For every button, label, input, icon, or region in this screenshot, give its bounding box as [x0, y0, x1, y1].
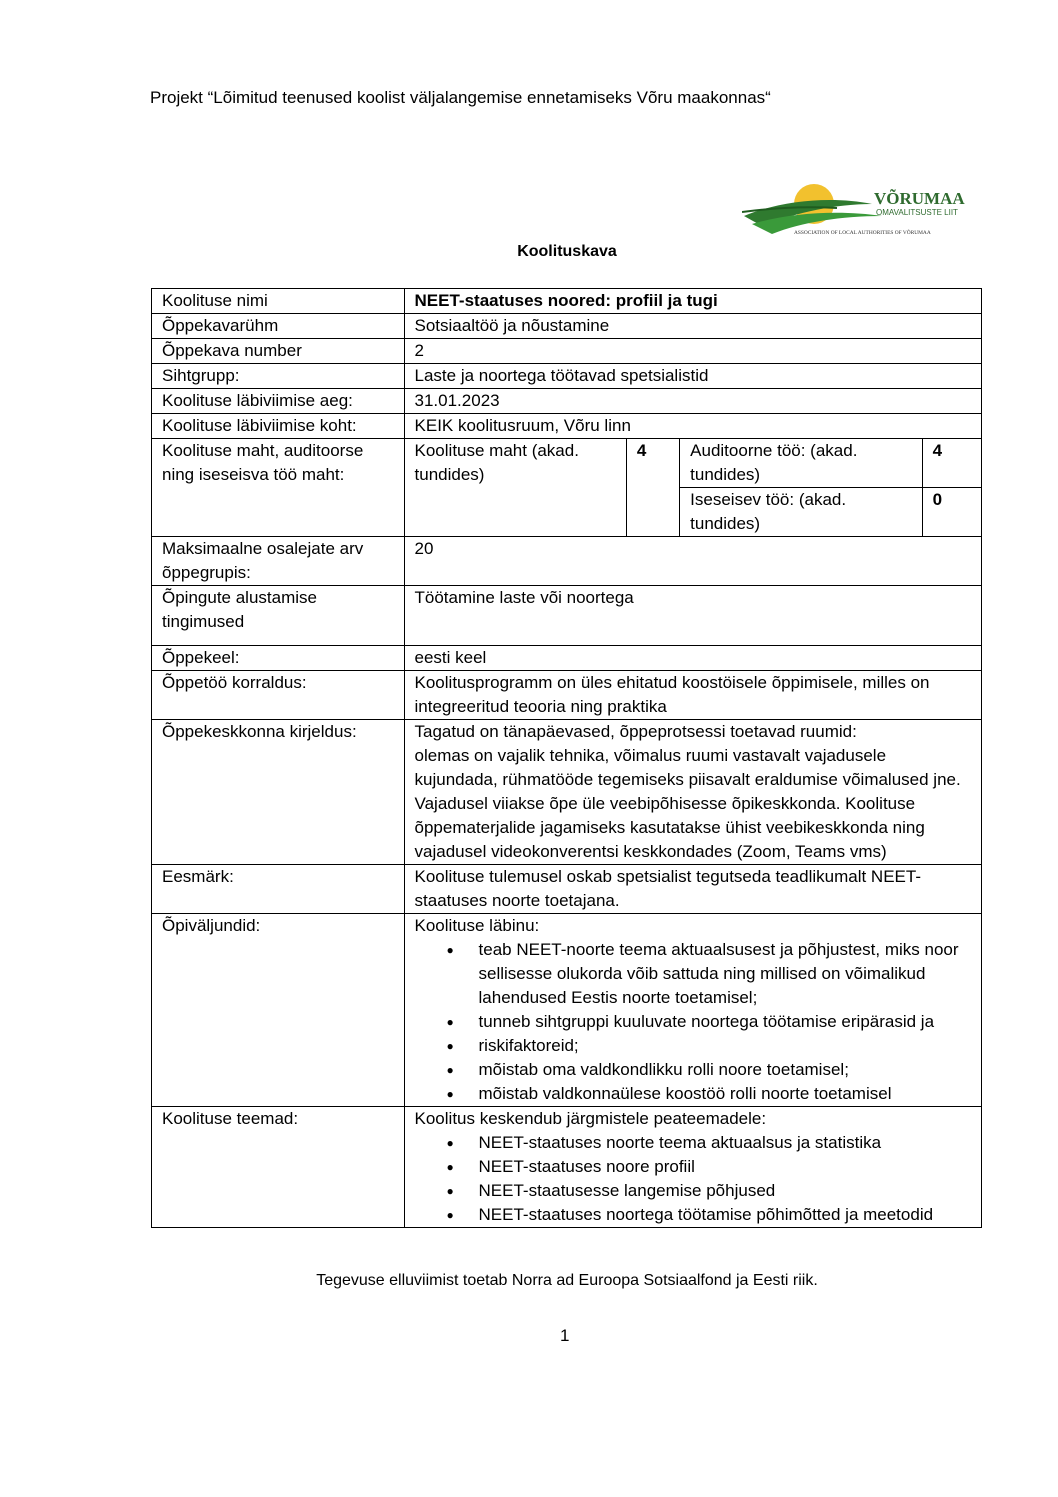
- row-label: Maksimaalne osalejate arv õppegrupis:: [152, 537, 405, 586]
- list-item: ● NEET-staatusesse langemise põhjused: [479, 1179, 971, 1203]
- row-value: NEET-staatuses noored: profiil ja tugi: [404, 289, 981, 314]
- row-label: Õppekeel:: [152, 646, 405, 671]
- environment-line-1: Tagatud on tänapäevased, õppeprotsessi toetavad ruumid:: [414, 722, 857, 741]
- list-item: ● riskifaktoreid;: [479, 1034, 971, 1058]
- document-title: Koolituskava: [517, 243, 617, 260]
- table-row: [152, 289, 982, 314]
- row-value: KEIK koolitusruum, Võru linn: [404, 414, 981, 439]
- table-row: [152, 439, 982, 488]
- table-row: [152, 671, 982, 720]
- list-item: ● NEET-staatuses noortega töötamise põhimõtted ja meetodid: [479, 1203, 971, 1227]
- table-row: [152, 537, 982, 586]
- row-value: Laste ja noortega töötavad spetsialistid: [404, 364, 981, 389]
- environment-line-2: olemas on vajalik tehnika, võimalus ruumi vastavalt vajadusele kujundada, rühmatööde tegemiseks piisavalt eraldumise võimalused jne. Vajadusel viiakse õpe üle veebipõhisesse õpikeskkonda. Koolituse õppematerjalide jagamiseks kasutatakse ühist veebikeskkonda ning vajadusel videokonverentsi keskkondades (Zoom, Teams vms): [414, 746, 961, 861]
- row-label: Õppekava number: [152, 339, 405, 364]
- row-label: Õpiväljundid:: [152, 914, 405, 1107]
- auditory-work-label: Auditoorne töö: (akad. tundides): [680, 439, 922, 488]
- row-label: Sihtgrupp:: [152, 364, 405, 389]
- row-value: eesti keel: [404, 646, 981, 671]
- table-row: [152, 314, 982, 339]
- row-label: Koolituse maht, auditoorse ning iseseisva töö maht:: [152, 439, 405, 537]
- list-item: ● tunneb sihtgruppi kuuluvate noortega töötamise eripärasid ja: [479, 1010, 971, 1034]
- independent-work-value: 0: [922, 488, 981, 537]
- list-item: ● teab NEET-noorte teema aktuaalsusest ja põhjustest, miks noor sellisesse olukorda võib sattuda ning millised on võimalikud lahendused Eestis noorte toetamisel;: [479, 938, 971, 1010]
- curriculum-table: [151, 288, 982, 1228]
- row-value: 31.01.2023: [404, 389, 981, 414]
- table-row: [152, 914, 982, 1107]
- project-header: Projekt “Lõimitud teenused koolist väljalangemise ennetamiseks Võru maakonnas“: [150, 88, 771, 107]
- table-row: [152, 720, 982, 865]
- page-number: 1: [560, 1326, 570, 1345]
- outcomes-intro: Koolituse läbinu:: [414, 916, 540, 935]
- outcomes-list: [415, 938, 971, 1106]
- list-item: ● mõistab valdkonnaülese koostöö rolli noorte toetamisel: [479, 1082, 971, 1106]
- row-value: Töötamine laste või noortega: [404, 586, 981, 646]
- total-volume-value: 4: [626, 439, 679, 537]
- topics-list: [415, 1131, 971, 1227]
- table-row: [152, 865, 982, 914]
- row-value: 2: [404, 339, 981, 364]
- funding-footer: Tegevuse elluviimist toetab Norra ad Euroopa Sotsiaalfond ja Eesti riik.: [316, 1272, 818, 1289]
- row-label: Koolituse läbiviimise koht:: [152, 414, 405, 439]
- table-row: [152, 339, 982, 364]
- vorumaa-logo: [742, 182, 982, 240]
- row-label: Koolituse läbiviimise aeg:: [152, 389, 405, 414]
- row-label: Koolituse teemad:: [152, 1107, 405, 1228]
- row-value: 20: [404, 537, 981, 586]
- logo-tagline: ASSOCIATION OF LOCAL AUTHORITIES OF VÕRUMAA: [794, 230, 931, 236]
- list-item: ● NEET-staatuses noore profiil: [479, 1155, 971, 1179]
- row-label: Õppekavarühm: [152, 314, 405, 339]
- row-value: Sotsiaaltöö ja nõustamine: [404, 314, 981, 339]
- row-label: Õppetöö korraldus:: [152, 671, 405, 720]
- table-row: [152, 389, 982, 414]
- total-volume-label: Koolituse maht (akad. tundides): [404, 439, 626, 537]
- logo-subtitle: OMAVALITSUSTE LIIT: [876, 208, 958, 217]
- auditory-work-value: 4: [922, 439, 981, 488]
- row-label: Koolituse nimi: [152, 289, 405, 314]
- row-value: [404, 1107, 981, 1228]
- table-row: [152, 586, 982, 646]
- topics-intro: Koolitus keskendub järgmistele peateemadele:: [414, 1109, 767, 1128]
- row-value: Koolitusprogramm on üles ehitatud koostöisele õppimisele, milles on integreeritud teooria ning praktika: [404, 671, 981, 720]
- table-row: [152, 646, 982, 671]
- independent-work-label: Iseseisev töö: (akad. tundides): [680, 488, 922, 537]
- row-value: Koolituse tulemusel oskab spetsialist tegutseda teadlikumalt NEET-staatuses noorte toetajana.: [404, 865, 981, 914]
- table-row: [152, 364, 982, 389]
- list-item: ● mõistab oma valdkondlikku rolli noore toetamisel;: [479, 1058, 971, 1082]
- row-label: Eesmärk:: [152, 865, 405, 914]
- row-label: Õpingute alustamise tingimused: [152, 586, 405, 646]
- row-value: [404, 720, 981, 865]
- logo-name: VÕRUMAA: [874, 189, 965, 208]
- row-label: Õppekeskkonna kirjeldus:: [152, 720, 405, 865]
- table-row: [152, 414, 982, 439]
- list-item: ● NEET-staatuses noorte teema aktuaalsus ja statistika: [479, 1131, 971, 1155]
- row-value: [404, 914, 981, 1107]
- table-row: [152, 1107, 982, 1228]
